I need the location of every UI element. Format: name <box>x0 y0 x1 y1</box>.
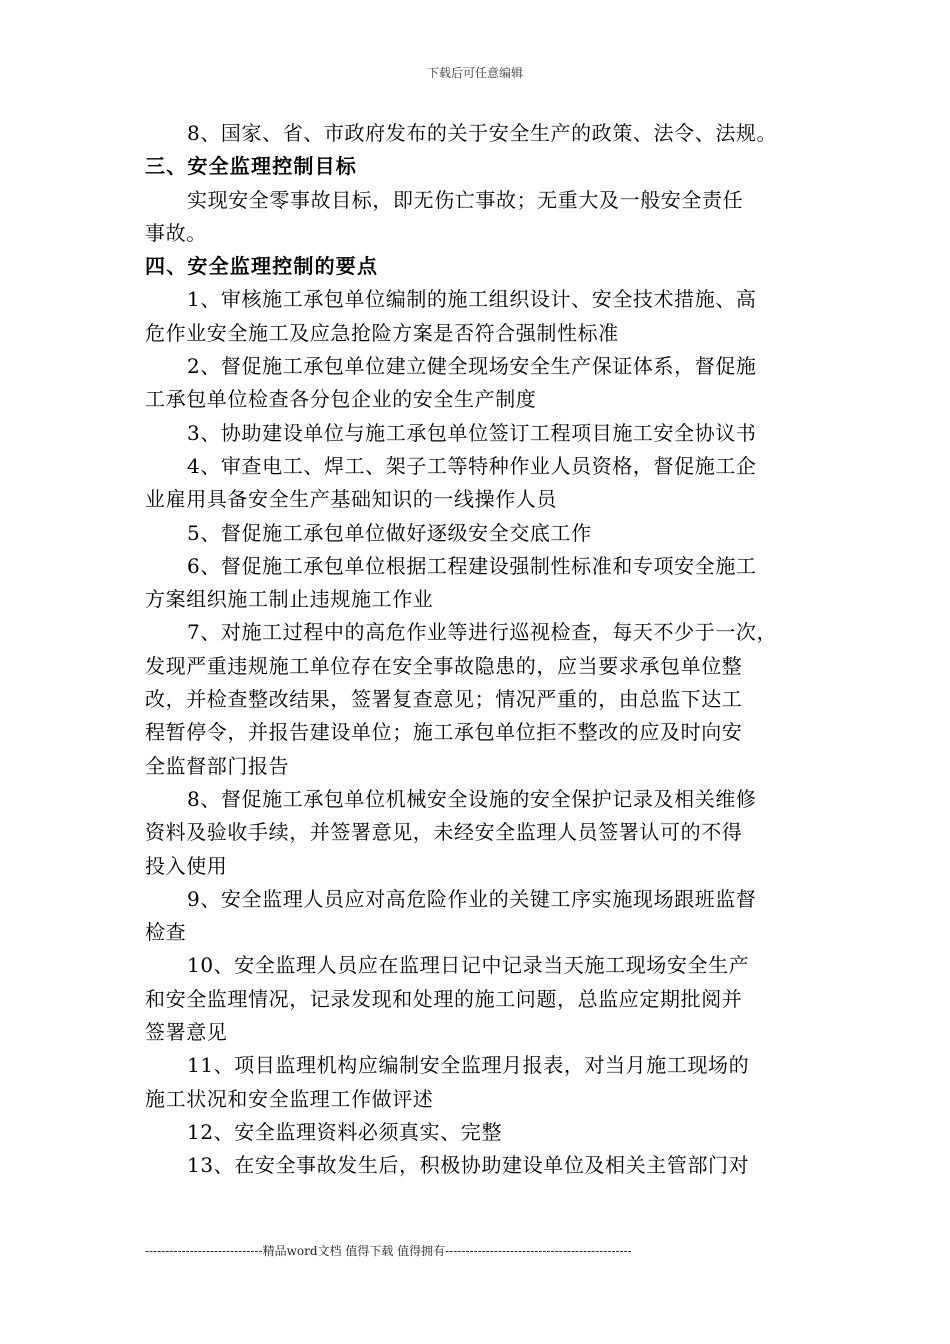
section-heading: 四、安全监理控制的要点 <box>145 254 379 279</box>
document-body <box>145 117 810 1183</box>
text-line: 资料及验收手续，并签署意见，未经安全监理人员签署认可的不得 <box>145 820 743 845</box>
text-line: 施工状况和安全监理工作做评述 <box>145 1086 434 1111</box>
text-line: 业雇用具备安全生产基础知识的一线操作人员 <box>145 487 557 512</box>
text-line: 4、审查电工、焊工、架子工等特种作业人员资格，督促施工企 <box>187 453 757 478</box>
text-line: 方案组织施工制止违规施工作业 <box>145 587 434 612</box>
text-line: 工承包单位检查各分包企业的安全生产制度 <box>145 387 537 412</box>
text-line: 发现严重违规施工单位存在安全事故隐患的，应当要求承包单位整 <box>145 653 743 678</box>
text-line: 12、安全监理资料必须真实、完整 <box>187 1119 503 1144</box>
text-line: 签署意见 <box>145 1020 228 1045</box>
text-line: 8、国家、省、市政府发布的关于安全生产的政策、法令、法规。 <box>187 121 778 145</box>
footer-note: -----------------------------精品word文档 值得下载 值得拥有---------------------------------------------- <box>145 1244 632 1258</box>
text-line: 11、项目监理机构应编制安全监理月报表，对当月施工现场的 <box>187 1053 750 1078</box>
text-line: 13、在安全事故发生后，积极协助建设单位及相关主管部门对 <box>187 1153 750 1178</box>
text-line: 1、审核施工承包单位编制的施工组织设计、安全技术措施、高 <box>187 287 757 312</box>
text-line: 10、安全监理人员应在监理日记中记录当天施工现场安全生产 <box>187 953 750 978</box>
header-note: 下载后可任意编辑 <box>426 66 523 80</box>
text-line: 7、对施工过程中的高危作业等进行巡视检查，每天不少于一次， <box>187 620 778 645</box>
text-line: 3、协助建设单位与施工承包单位签订工程项目施工安全协议书 <box>187 420 757 445</box>
text-line: 投入使用 <box>145 853 228 878</box>
text-line: 程暂停令，并报告建设单位；施工承包单位拒不整改的应及时向安 <box>145 720 743 745</box>
text-line: 2、督促施工承包单位建立健全现场安全生产保证体系，督促施 <box>187 354 757 379</box>
text-line: 全监督部门报告 <box>145 753 290 778</box>
text-line: 6、督促施工承包单位根据工程建设强制性标准和专项安全施工 <box>187 553 757 578</box>
text-line: 5、督促施工承包单位做好逐级安全交底工作 <box>187 520 592 545</box>
text-line: 9、安全监理人员应对高危险作业的关键工序实施现场跟班监督 <box>187 886 757 911</box>
section-heading: 三、安全监理控制目标 <box>145 154 357 179</box>
text-line: 改，并检查整改结果，签署复查意见；情况严重的，由总监下达工 <box>145 687 743 712</box>
text-line: 8、督促施工承包单位机械安全设施的安全保护记录及相关维修 <box>187 786 757 811</box>
text-line: 危作业安全施工及应急抢险方案是否符合强制性标准 <box>145 320 619 345</box>
text-line: 实现安全零事故目标，即无伤亡事故；无重大及一般安全责任 <box>187 187 744 212</box>
text-line: 事故。 <box>145 220 207 245</box>
text-line: 检查 <box>145 920 187 945</box>
text-line: 和安全监理情况，记录发现和处理的施工问题，总监应定期批阅并 <box>145 986 743 1011</box>
